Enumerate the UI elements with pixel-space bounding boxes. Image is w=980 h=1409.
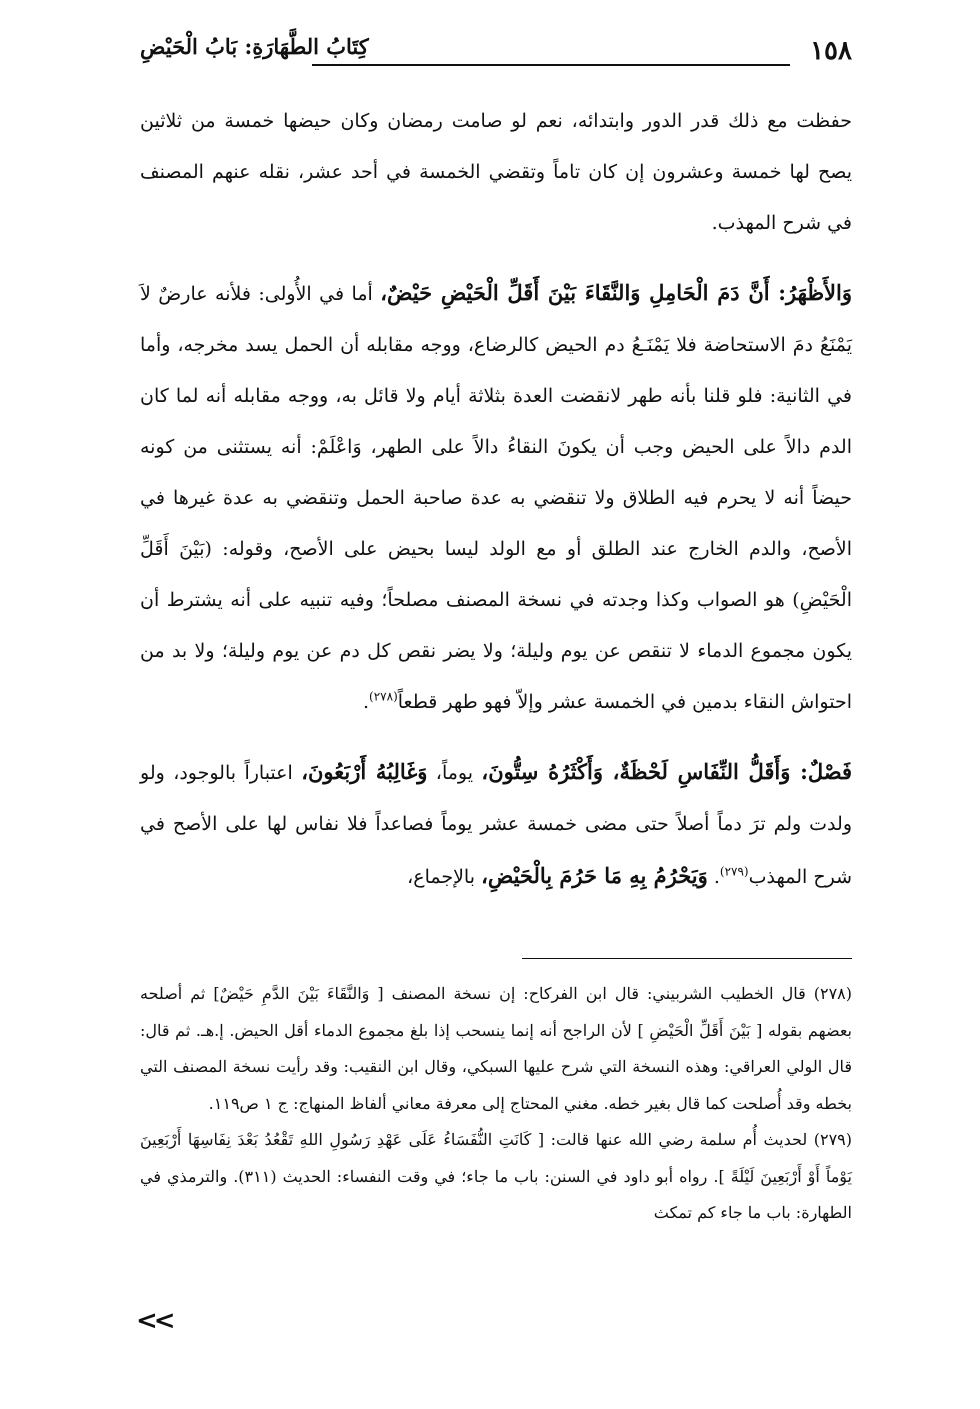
commentary-text: أما في الأُولى: فلأنه عارضٌ لاَ يَمْنَعُ دمَ الاستحاضة فلا يَمْنَـعُ دم الحيض كالرضاع، ووجه مقابله أن الحمل يسد مخرجه، وأما في الثانية: فلو قلنا بأنه طهر لانقضت العدة بثلاثة أيام ولا قائل به، ووجه مقابله أنه لما كان الدم دالاً على الحيض وجب أن يكونَ النقاءُ دالاً على الطهر، وَاعْلَمْ: أنه يستثنى من كونه حيضاً أنه لا يحرم فيه الطلاق ولا تنقضي به عدة صاحبة الحمل وتنقضي به عدة غيرها في الأصح، والدم الخارج عند الطلق أو مع الولد ليسا بحيض على الأصح، وقوله: (بَيْنَ أَقَلِّ الْحَيْضِ) هو الصواب وكذا وجدته في نسخة المصنف مصلحاً؛ وفيه تنبيه على أنه يشترط أن يكون مجموع الدماء لا تنقص عن يوم وليلة؛ ولا يضر نقص كل دم عن يوم وليلة؛ ولا بد من احتواش النقاء بدمين في الخمسة عشر وإلاّ فهو طهر قطعاً	[140, 283, 852, 713]
footnote-separator	[522, 958, 852, 959]
page-header	[140, 30, 852, 70]
paragraph-3	[140, 746, 852, 903]
footnote-278	[140, 976, 852, 1122]
paragraph-1	[140, 96, 852, 249]
commentary-text: .	[707, 866, 720, 888]
footnote-number: (٢٧٩)	[813, 1130, 852, 1149]
commentary-text: بالإجماع،	[407, 866, 482, 888]
header-rule	[312, 64, 790, 66]
footnote-ref-279[interactable]: (٢٧٩)	[719, 864, 749, 879]
matn-text: فَصْلٌ: وَأَقَلُّ النِّفَاسِ لَحْظَةٌ، وَأَكْثَرُهُ سِتُّونَ،	[481, 759, 852, 784]
footnote-ref-278[interactable]: (٢٧٨)	[369, 689, 398, 704]
matn-text: وَيَحْرُمُ بِهِ مَا حَرُمَ بِالْحَيْضِ،	[481, 863, 708, 888]
footnote-number: (٢٧٨)	[813, 984, 852, 1003]
matn-text: وَغَالِبُهُ أَرْبَعُونَ،	[301, 759, 428, 784]
running-title: كِتَابُ الطَّهَارَةِ: بَابُ الْحَيْضِ	[140, 34, 369, 59]
footnote-text: لحديث أُم سلمة رضي الله عنها قالت: [ كَانَتِ النُّفَسَاءُ عَلَى عَهْدِ رَسُولِ اللهِ تَقْعُدُ بَعْدَ نِفَاسِهَا أَرْبَعِينَ يَوْماً أَوْ أَرْبَعِينَ لَيْلَةً ]. رواه أبو داود في السنن: باب ما جاء؛ في وقت النفساء: الحديث (٣١١). والترمذي في الطهارة: باب ما جاء كم تمكث	[140, 1130, 853, 1222]
commentary-text: يوماً،	[427, 762, 482, 784]
footnote-text: قال الخطيب الشربيني: قال ابن الفركاح: إن نسخة المصنف [ وَالنَّقَاءَ بَيْنَ الدَّمِ حَيْضٌ] ثم أصلحه بعضهم بقوله [ بَيْنَ أَقَلِّ الْحَيْضِ ] لأن الراجح أنه إنما ينسحب إذا بلغ مجموع الدماء أقل الحيض. إ.هـ. ثم قال: قال الولي العراقي: وهذه النسخة التي شرح عليها السبكي، وقال ابن النقيب: وقد رأيت نسخة المصنف التي بخطه وقد أُصلحت كما قال بغير خطه. مغني المحتاج إلى معرفة معاني ألفاظ المنهاج: ج ١ ص١١٩.	[140, 984, 852, 1113]
paragraph-2	[140, 267, 852, 728]
main-text	[140, 96, 852, 921]
footnote-279	[140, 1122, 852, 1232]
paragraph-end: .	[362, 691, 370, 713]
matn-text: وَالأَظْهَرُ: أَنَّ دَمَ الْحَامِلِ وَالنَّقَاءَ بَيْنَ أَقَلِّ الْحَيْضِ حَيْضٌ،	[380, 280, 852, 305]
footnotes	[140, 976, 852, 1232]
page-number: ١٥٨	[810, 36, 852, 66]
paragraph-1-text: حفظت مع ذلك قدر الدور وابتدائه، نعم لو صامت رمضان وكان حيضها خمسة من ثلاثين يصح لها خمسة وعشرون إن كان تاماً وتقضي الخمسة في أحد عشر، نقله عنهم المصنف في شرح المهذب.	[140, 110, 852, 234]
continuation-arrow-icon: <<	[136, 1306, 172, 1336]
commentary-text: اعتباراً بالوجود، ولو ولدت ولم ترَ دماً أصلاً حتى مضى خمسة عشر يوماً فصاعداً فلا نفاس لها على الأصح في شرح المهذب	[140, 762, 852, 888]
